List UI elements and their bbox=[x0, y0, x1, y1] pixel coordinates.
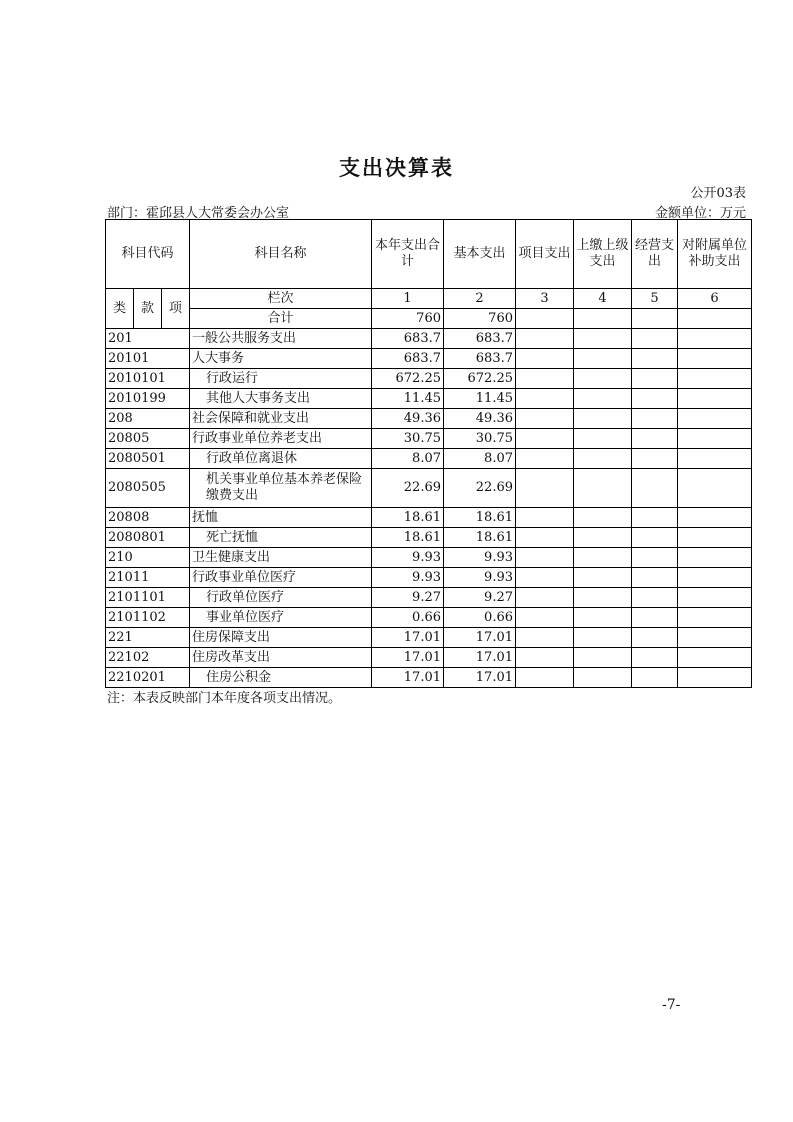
empty-cell bbox=[678, 349, 752, 369]
empty-cell bbox=[574, 329, 632, 349]
row-v1: 11.45 bbox=[372, 389, 444, 409]
empty-cell bbox=[678, 568, 752, 588]
total-row bbox=[106, 309, 752, 329]
row-v2: 11.45 bbox=[444, 389, 516, 409]
row-v1: 22.69 bbox=[372, 469, 444, 508]
row-code: 2080505 bbox=[106, 469, 190, 508]
table-row bbox=[106, 369, 752, 389]
empty-cell bbox=[574, 628, 632, 648]
empty-cell bbox=[678, 588, 752, 608]
empty-cell bbox=[574, 309, 632, 329]
empty-cell bbox=[632, 429, 678, 449]
header-xiang: 项 bbox=[162, 289, 190, 329]
empty-cell bbox=[632, 469, 678, 508]
row-v1: 9.27 bbox=[372, 588, 444, 608]
col-number-1: 1 bbox=[372, 289, 444, 309]
header-code: 科目代码 bbox=[106, 220, 190, 289]
empty-cell bbox=[632, 648, 678, 668]
row-code: 20805 bbox=[106, 429, 190, 449]
row-v2: 22.69 bbox=[444, 469, 516, 508]
row-name: 行政事业单位养老支出 bbox=[190, 429, 372, 449]
empty-cell bbox=[516, 309, 574, 329]
empty-cell bbox=[516, 668, 574, 688]
empty-cell bbox=[516, 449, 574, 469]
header-row bbox=[106, 220, 752, 289]
empty-cell bbox=[516, 588, 574, 608]
table-row bbox=[106, 349, 752, 369]
table-row bbox=[106, 588, 752, 608]
row-name: 人大事务 bbox=[190, 349, 372, 369]
row-name: 住房公积金 bbox=[190, 668, 372, 688]
empty-cell bbox=[678, 409, 752, 429]
empty-cell bbox=[516, 469, 574, 508]
empty-cell bbox=[574, 588, 632, 608]
empty-cell bbox=[516, 528, 574, 548]
empty-cell bbox=[574, 429, 632, 449]
empty-cell bbox=[632, 588, 678, 608]
row-code: 210 bbox=[106, 548, 190, 568]
table-row bbox=[106, 628, 752, 648]
empty-cell bbox=[574, 548, 632, 568]
empty-cell bbox=[574, 469, 632, 508]
empty-cell bbox=[574, 409, 632, 429]
empty-cell bbox=[516, 508, 574, 528]
row-v2: 49.36 bbox=[444, 409, 516, 429]
empty-cell bbox=[678, 469, 752, 508]
table-row bbox=[106, 528, 752, 548]
header-col2: 基本支出 bbox=[444, 220, 516, 289]
row-v2: 683.7 bbox=[444, 349, 516, 369]
empty-cell bbox=[574, 668, 632, 688]
empty-cell bbox=[516, 568, 574, 588]
empty-cell bbox=[632, 409, 678, 429]
row-v1: 672.25 bbox=[372, 369, 444, 389]
row-v2: 17.01 bbox=[444, 648, 516, 668]
empty-cell bbox=[632, 349, 678, 369]
row-v1: 18.61 bbox=[372, 528, 444, 548]
row-name: 死亡抚恤 bbox=[190, 528, 372, 548]
col-number-6: 6 bbox=[678, 289, 752, 309]
header-col5: 经营支出 bbox=[632, 220, 678, 289]
row-v2: 672.25 bbox=[444, 369, 516, 389]
empty-cell bbox=[574, 508, 632, 528]
form-number: 公开03表 bbox=[690, 186, 746, 201]
empty-cell bbox=[678, 628, 752, 648]
row-v1: 18.61 bbox=[372, 508, 444, 528]
table-note: 注：本表反映部门本年度各项支出情况。 bbox=[107, 691, 342, 706]
table-row bbox=[106, 608, 752, 628]
row-name: 事业单位医疗 bbox=[190, 608, 372, 628]
empty-cell bbox=[678, 528, 752, 548]
row-v2: 18.61 bbox=[444, 508, 516, 528]
row-name: 行政单位医疗 bbox=[190, 588, 372, 608]
row-v1: 17.01 bbox=[372, 648, 444, 668]
empty-cell bbox=[632, 508, 678, 528]
table-row bbox=[106, 548, 752, 568]
table-row bbox=[106, 449, 752, 469]
empty-cell bbox=[632, 449, 678, 469]
empty-cell bbox=[678, 449, 752, 469]
empty-cell bbox=[678, 668, 752, 688]
empty-cell bbox=[678, 309, 752, 329]
header-lei: 类 bbox=[106, 289, 134, 329]
empty-cell bbox=[574, 568, 632, 588]
row-name: 卫生健康支出 bbox=[190, 548, 372, 568]
empty-cell bbox=[678, 329, 752, 349]
row-code: 21011 bbox=[106, 568, 190, 588]
empty-cell bbox=[516, 389, 574, 409]
row-v2: 683.7 bbox=[444, 329, 516, 349]
empty-cell bbox=[574, 369, 632, 389]
row-name: 住房保障支出 bbox=[190, 628, 372, 648]
total-label: 合计 bbox=[190, 309, 372, 329]
empty-cell bbox=[516, 648, 574, 668]
row-name: 社会保障和就业支出 bbox=[190, 409, 372, 429]
row-v2: 18.61 bbox=[444, 528, 516, 548]
empty-cell bbox=[516, 409, 574, 429]
row-name: 住房改革支出 bbox=[190, 648, 372, 668]
header-name: 科目名称 bbox=[190, 220, 372, 289]
row-v2: 17.01 bbox=[444, 668, 516, 688]
col-number-2: 2 bbox=[444, 289, 516, 309]
page-title: 支出决算表 bbox=[339, 156, 454, 180]
row-v2: 8.07 bbox=[444, 449, 516, 469]
row-v1: 683.7 bbox=[372, 329, 444, 349]
empty-cell bbox=[632, 548, 678, 568]
empty-cell bbox=[516, 628, 574, 648]
empty-cell bbox=[678, 648, 752, 668]
row-code: 201 bbox=[106, 329, 190, 349]
table-row bbox=[106, 668, 752, 688]
row-name: 行政单位离退休 bbox=[190, 449, 372, 469]
row-v1: 17.01 bbox=[372, 668, 444, 688]
header-col1: 本年支出合计 bbox=[372, 220, 444, 289]
row-code: 221 bbox=[106, 628, 190, 648]
empty-cell bbox=[678, 369, 752, 389]
total-v2: 760 bbox=[444, 309, 516, 329]
empty-cell bbox=[632, 329, 678, 349]
empty-cell bbox=[632, 568, 678, 588]
empty-cell bbox=[632, 389, 678, 409]
col-number-3: 3 bbox=[516, 289, 574, 309]
empty-cell bbox=[516, 429, 574, 449]
empty-cell bbox=[632, 369, 678, 389]
header-kuan: 款 bbox=[134, 289, 162, 329]
empty-cell bbox=[678, 508, 752, 528]
empty-cell bbox=[574, 349, 632, 369]
row-v1: 683.7 bbox=[372, 349, 444, 369]
empty-cell bbox=[632, 668, 678, 688]
empty-cell bbox=[516, 349, 574, 369]
empty-cell bbox=[516, 329, 574, 349]
table-row bbox=[106, 429, 752, 449]
row-v2: 0.66 bbox=[444, 608, 516, 628]
row-name: 一般公共服务支出 bbox=[190, 329, 372, 349]
header-col6: 对附属单位补助支出 bbox=[678, 220, 752, 289]
amount-unit-label: 金额单位：万元 bbox=[654, 206, 746, 221]
row-code: 2080801 bbox=[106, 528, 190, 548]
table-row bbox=[106, 409, 752, 429]
row-v2: 9.27 bbox=[444, 588, 516, 608]
row-name: 行政事业单位医疗 bbox=[190, 568, 372, 588]
empty-cell bbox=[574, 528, 632, 548]
empty-cell bbox=[516, 608, 574, 628]
row-name: 行政运行 bbox=[190, 369, 372, 389]
empty-cell bbox=[574, 449, 632, 469]
row-code: 20101 bbox=[106, 349, 190, 369]
row-v2: 9.93 bbox=[444, 568, 516, 588]
empty-cell bbox=[678, 429, 752, 449]
expenditure-table bbox=[105, 219, 752, 688]
row-v1: 17.01 bbox=[372, 628, 444, 648]
total-v1: 760 bbox=[372, 309, 444, 329]
empty-cell bbox=[574, 389, 632, 409]
table-row bbox=[106, 648, 752, 668]
row-code: 2101101 bbox=[106, 588, 190, 608]
empty-cell bbox=[678, 389, 752, 409]
empty-cell bbox=[516, 548, 574, 568]
row-code: 2080501 bbox=[106, 449, 190, 469]
row-v1: 9.93 bbox=[372, 548, 444, 568]
page-number: -7- bbox=[662, 997, 681, 1013]
table-row bbox=[106, 469, 752, 508]
row-name: 抚恤 bbox=[190, 508, 372, 528]
empty-cell bbox=[678, 548, 752, 568]
row-code: 20808 bbox=[106, 508, 190, 528]
row-name: 机关事业单位基本养老保险缴费支出 bbox=[190, 469, 372, 508]
header-col4: 上缴上级支出 bbox=[574, 220, 632, 289]
row-v1: 0.66 bbox=[372, 608, 444, 628]
row-v2: 30.75 bbox=[444, 429, 516, 449]
row-name: 其他人大事务支出 bbox=[190, 389, 372, 409]
empty-cell bbox=[632, 628, 678, 648]
empty-cell bbox=[678, 608, 752, 628]
row-v2: 9.93 bbox=[444, 548, 516, 568]
column-number-row bbox=[106, 289, 752, 309]
empty-cell bbox=[516, 369, 574, 389]
row-v1: 30.75 bbox=[372, 429, 444, 449]
row-code: 2010199 bbox=[106, 389, 190, 409]
empty-cell bbox=[632, 309, 678, 329]
col-number-4: 4 bbox=[574, 289, 632, 309]
empty-cell bbox=[632, 528, 678, 548]
table-row bbox=[106, 329, 752, 349]
table-row bbox=[106, 389, 752, 409]
row-code: 208 bbox=[106, 409, 190, 429]
row-code: 2010101 bbox=[106, 369, 190, 389]
row-v1: 8.07 bbox=[372, 449, 444, 469]
header-col3: 项目支出 bbox=[516, 220, 574, 289]
row-v1: 9.93 bbox=[372, 568, 444, 588]
table-row bbox=[106, 508, 752, 528]
row-code: 22102 bbox=[106, 648, 190, 668]
row-v2: 17.01 bbox=[444, 628, 516, 648]
table-row bbox=[106, 568, 752, 588]
row-code: 2210201 bbox=[106, 668, 190, 688]
department-label: 部门：霍邱县人大常委会办公室 bbox=[107, 206, 290, 221]
empty-cell bbox=[574, 648, 632, 668]
row-code: 2101102 bbox=[106, 608, 190, 628]
col-number-5: 5 bbox=[632, 289, 678, 309]
row-v1: 49.36 bbox=[372, 409, 444, 429]
empty-cell bbox=[632, 608, 678, 628]
lanci-label: 栏次 bbox=[190, 289, 372, 309]
empty-cell bbox=[574, 608, 632, 628]
